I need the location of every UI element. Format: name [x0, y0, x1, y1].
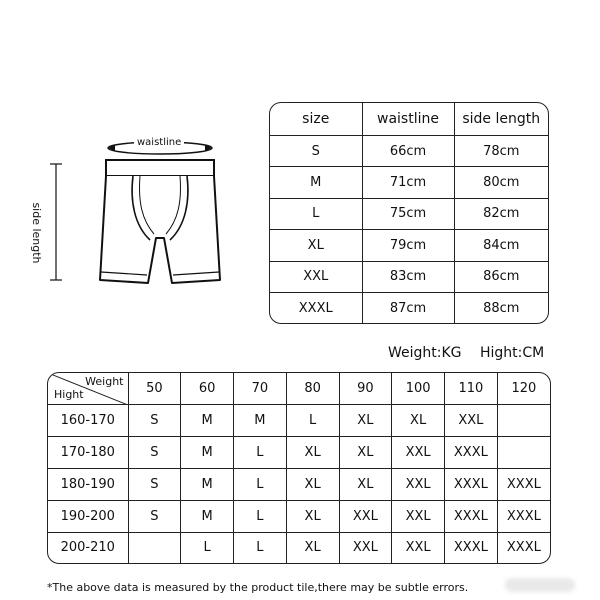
size-cell: M	[181, 436, 234, 468]
table-row	[270, 198, 548, 229]
table-header-row	[270, 103, 548, 135]
table-row	[270, 293, 548, 323]
weight-header: 80	[286, 373, 339, 404]
size-cell: L	[234, 436, 287, 468]
size-cell: XXL	[392, 468, 445, 500]
side-length-cell: 88cm	[454, 293, 548, 323]
table-row	[48, 436, 550, 468]
size-cell: M	[181, 500, 234, 532]
size-cell	[128, 532, 181, 563]
weight-header: 90	[339, 373, 392, 404]
size-cell: L	[270, 198, 362, 229]
size-cell: S	[270, 135, 362, 166]
corner-weight-label: Weight	[85, 375, 124, 388]
weight-header: 110	[445, 373, 498, 404]
size-cell: S	[128, 436, 181, 468]
size-cell: XXXL	[497, 500, 550, 532]
weight-header: 100	[392, 373, 445, 404]
table-row	[270, 261, 548, 292]
size-cell	[497, 436, 550, 468]
height-cell: 190-200	[48, 500, 128, 532]
size-cell: S	[128, 404, 181, 436]
size-cell: M	[181, 404, 234, 436]
waistline-cell: 75cm	[362, 198, 454, 229]
height-cell: 200-210	[48, 532, 128, 563]
weight-header: 60	[181, 373, 234, 404]
size-cell: XXL	[339, 500, 392, 532]
weight-header: 70	[234, 373, 287, 404]
height-cell: 160-170	[48, 404, 128, 436]
size-cell: S	[128, 500, 181, 532]
weight-header: 120	[497, 373, 550, 404]
side-length-cell: 84cm	[454, 230, 548, 261]
header-side-length: side length	[454, 103, 548, 135]
waistline-cell: 71cm	[362, 167, 454, 198]
size-cell: XXL	[392, 436, 445, 468]
size-cell: XXXL	[445, 468, 498, 500]
blurred-watermark	[505, 578, 575, 592]
height-cell: 180-190	[48, 468, 128, 500]
corner-cell	[48, 373, 128, 404]
size-cell: XXXL	[497, 468, 550, 500]
table-row	[48, 500, 550, 532]
side-length-cell: 86cm	[454, 261, 548, 292]
size-cell: L	[234, 532, 287, 563]
size-cell: L	[234, 500, 287, 532]
size-cell: M	[234, 404, 287, 436]
size-cell: XXXL	[445, 436, 498, 468]
corner-height-label: Hight	[54, 387, 84, 401]
header-size: size	[270, 103, 362, 135]
waistline-cell: 83cm	[362, 261, 454, 292]
measurement-disclaimer: *The above data is measured by the product tile,there may be subtle errors.	[47, 581, 469, 594]
size-cell: XL	[270, 230, 362, 261]
table-row	[270, 135, 548, 166]
size-cell: XL	[286, 468, 339, 500]
size-cell: XXL	[445, 404, 498, 436]
weight-header: 50	[128, 373, 181, 404]
table-row	[270, 230, 548, 261]
size-cell: S	[128, 468, 181, 500]
side-length-label: side length	[29, 193, 43, 273]
waistline-label: waistline	[134, 136, 184, 150]
weight-height-table	[47, 372, 551, 564]
size-cell: M	[270, 167, 362, 198]
size-cell: XXXL	[270, 293, 362, 323]
waistline-cell: 66cm	[362, 135, 454, 166]
units-legend	[388, 345, 558, 361]
weight-header-row	[48, 373, 550, 404]
size-cell: XXXL	[445, 532, 498, 563]
size-cell: XXL	[392, 500, 445, 532]
table-row	[48, 468, 550, 500]
size-cell: XL	[392, 404, 445, 436]
header-waistline: waistline	[362, 103, 454, 135]
size-cell: M	[181, 468, 234, 500]
height-cell: 170-180	[48, 436, 128, 468]
size-cell: XL	[339, 436, 392, 468]
side-length-cell: 82cm	[454, 198, 548, 229]
size-cell: XXXL	[497, 532, 550, 563]
height-unit-label: Hight:CM	[479, 345, 545, 361]
table-row	[270, 167, 548, 198]
size-cell	[497, 404, 550, 436]
size-cell: XXL	[392, 532, 445, 563]
size-cell: XXXL	[445, 500, 498, 532]
side-length-cell: 80cm	[454, 167, 548, 198]
waistline-cell: 87cm	[362, 293, 454, 323]
size-cell: L	[286, 404, 339, 436]
waistline-cell: 79cm	[362, 230, 454, 261]
table-row	[48, 404, 550, 436]
size-cell: XL	[286, 436, 339, 468]
size-cell: XL	[339, 404, 392, 436]
size-cell: L	[181, 532, 234, 563]
size-cell: XXL	[339, 532, 392, 563]
size-chart-table	[269, 102, 549, 324]
side-length-cell: 78cm	[454, 135, 548, 166]
size-cell: XL	[339, 468, 392, 500]
weight-unit-label: Weight:KG	[388, 345, 462, 361]
size-cell: XL	[286, 500, 339, 532]
size-cell: XL	[286, 532, 339, 563]
table-row	[48, 532, 550, 563]
size-cell: XXL	[270, 261, 362, 292]
size-cell: L	[234, 468, 287, 500]
